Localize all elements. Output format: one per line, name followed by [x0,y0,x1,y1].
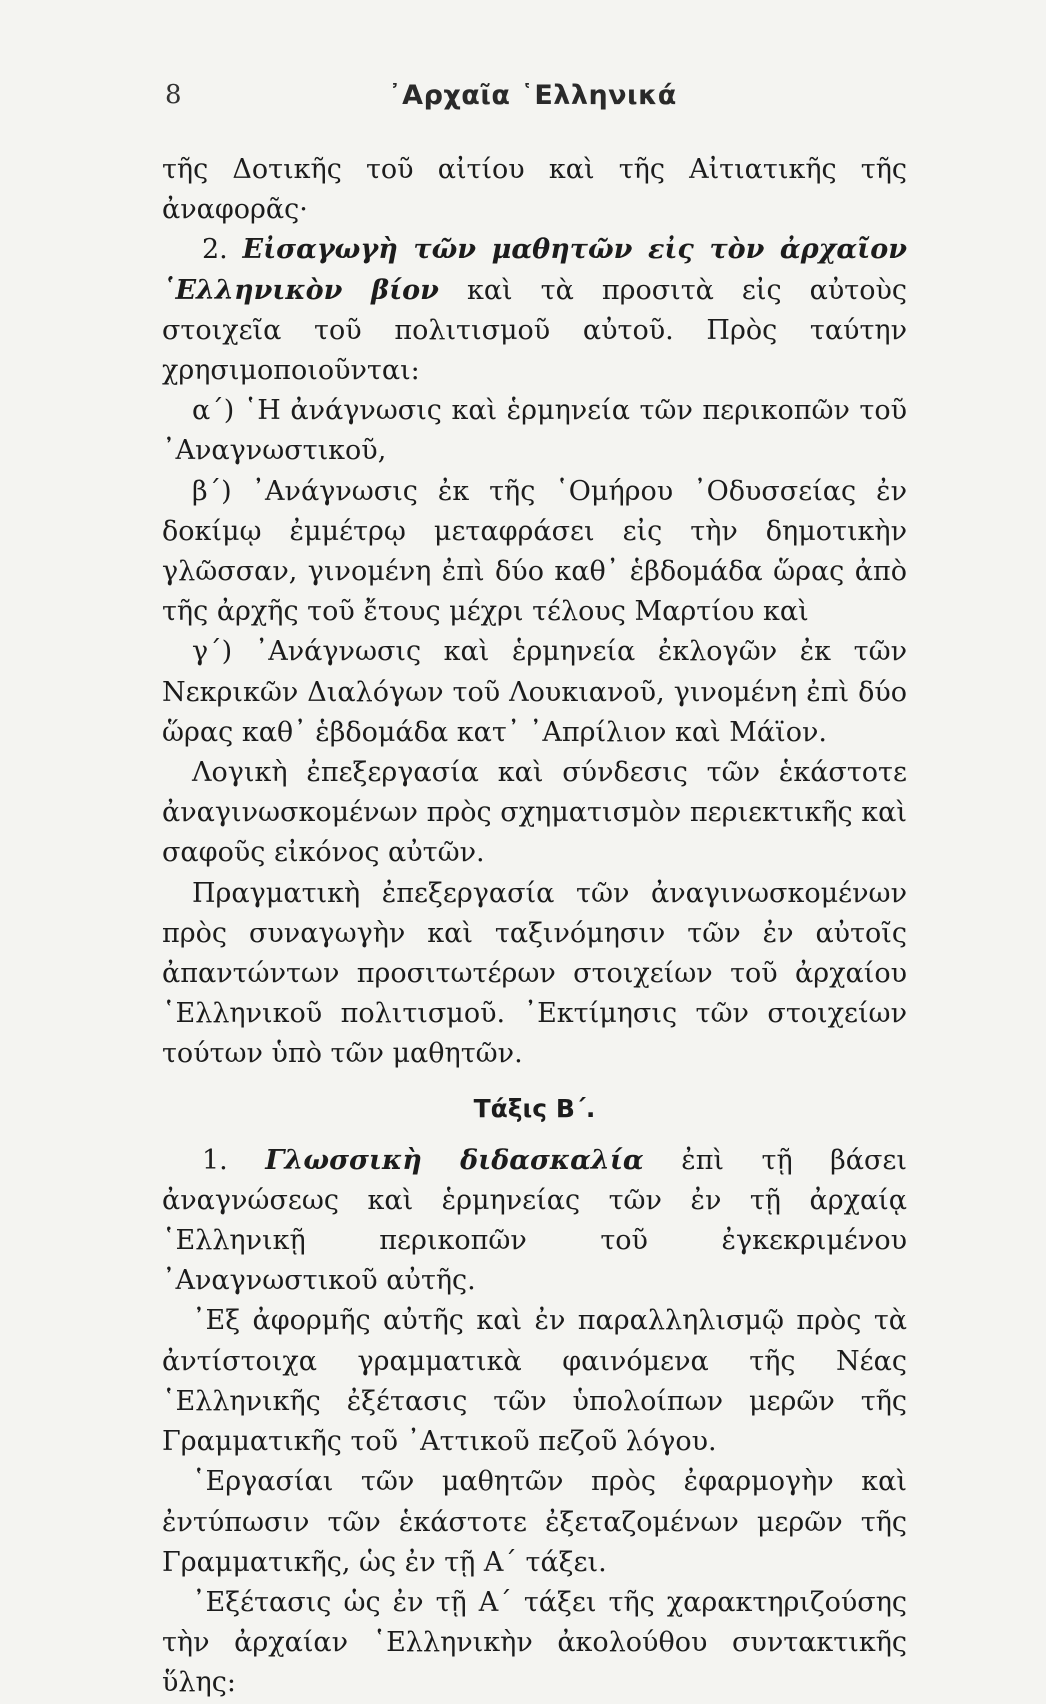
paragraph-text: Λογικὴ ἐπεξεργασία καὶ σύνδεσις τῶν ἑκάστοτε ἀναγινωσκομένων πρὸς σχηματισμὸν περιεκτικῆς καὶ σαφοῦς εἰκόνος αὐτῶν. [162,757,907,869]
paragraph-text: ἐπὶ τῇ βάσει ἀναγνώσεως καὶ ἑρμηνείας τῶν ἐν τῇ ἀρχαίᾳ ῾Ελληνικῇ περικοπῶν τοῦ ἐγκεκριμένου ᾿Αναγνωστικοῦ αὐτῆς. [162,1144,907,1297]
paragraph-text: γ΄) ᾿Ανάγνωσις καὶ ἑρμηνεία ἐκλογῶν ἐκ τῶν Νεκρικῶν Διαλόγων τοῦ Λουκιανοῦ, γινομένη ἐπὶ δύο ὥρας καθ᾿ ἑβδομάδα κατ᾿ ᾿Απρίλιον καὶ Μάϊον. [162,636,907,748]
paragraph-b4 [162,1583,907,1704]
paragraph-1 [162,150,907,230]
page-body [162,150,907,1704]
paragraph-4 [162,472,907,633]
paragraph-b2 [162,1301,907,1462]
item-heading: Γλωσσικὴ διδασκαλία [265,1144,644,1176]
paragraph-b3 [162,1462,907,1583]
paragraph-3 [162,391,907,471]
paragraph-text: α΄) ῾Η ἀνάγνωσις καὶ ἑρμηνεία τῶν περικοπῶν τοῦ ᾿Αναγνωστικοῦ, [162,395,907,467]
item-heading: Εἰσαγωγὴ τῶν μαθητῶν εἰς τὸν ἀρχαῖον ῾Ελληνικὸν βίον [162,234,907,306]
paragraph-b1 [162,1141,907,1302]
paragraph-text: τῆς Δοτικῆς τοῦ αἰτίου καὶ τῆς Αἰτιατικῆς τῆς ἀναφορᾶς· [162,154,907,226]
item-number: 1. [202,1144,228,1176]
page-number: 8 [165,80,182,110]
paragraph-text: ᾿Εξέτασις ὡς ἐν τῇ Α΄ τάξει τῆς χαρακτηριζούσης τὴν ἀρχαίαν ῾Ελληνικὴν ἀκολούθου συντακτικῆς ὕλης: [162,1586,907,1699]
paragraph-text: ᾿Εξ ἀφορμῆς αὐτῆς καὶ ἐν παραλληλισμῷ πρὸς τὰ ἀντίστοιχα γραμματικὰ φαινόμενα τῆς Νέας ῾Ελληνικῆς ἐξέτασις τῶν ὑπολοίπων μερῶν τῆς Γραμματικῆς τοῦ ᾿Αττικοῦ πεζοῦ λόγου. [162,1305,907,1458]
paragraph-6 [162,753,907,874]
running-title: ᾿Αρχαῖα ῾Ελληνικά [388,80,677,111]
paragraph-text: καὶ τὰ προσιτὰ εἰς αὐτοὺς στοιχεῖα τοῦ πολιτισμοῦ αὐτοῦ. Πρὸς ταύτην χρησιμοποιοῦνται: [162,274,907,387]
paragraph-text: β΄) ᾿Ανάγνωσις ἐκ τῆς ῾Ομήρου ᾿Οδυσσείας ἐν δοκίμῳ ἐμμέτρῳ μεταφράσει εἰς τὴν δημοτικὴν γλῶσσαν, γινομένη ἐπὶ δύο καθ᾿ ἑβδομάδα ὥρας ἀπὸ τῆς ἀρχῆς τοῦ ἔτους μέχρι τέλους Μαρτίου καὶ [162,475,907,628]
paragraph-5 [162,632,907,753]
page-header [160,80,905,120]
paragraph-text: Πραγματικὴ ἐπεξεργασία τῶν ἀναγινωσκομένων πρὸς συναγωγὴν καὶ ταξινόμησιν τῶν ἐν αὐτοῖς ἀπαντώντων προσιτωτέρων στοιχείων τοῦ ἀρχαίου ῾Ελληνικοῦ πολιτισμοῦ. ᾿Εκτίμησις τῶν στοιχείων τούτων ὑπὸ τῶν μαθητῶν. [162,877,907,1070]
section-heading: Τάξις Β΄. [473,1093,596,1123]
paragraph-text: ῾Εργασίαι τῶν μαθητῶν πρὸς ἐφαρμογὴν καὶ ἐντύπωσιν τῶν ἑκάστοτε ἐξεταζομένων μερῶν τῆς Γραμματικῆς, ὡς ἐν τῇ Α΄ τάξει. [162,1466,907,1578]
paragraph-7 [162,874,907,1075]
item-number: 2. [202,234,228,266]
paragraph-2 [162,230,907,391]
